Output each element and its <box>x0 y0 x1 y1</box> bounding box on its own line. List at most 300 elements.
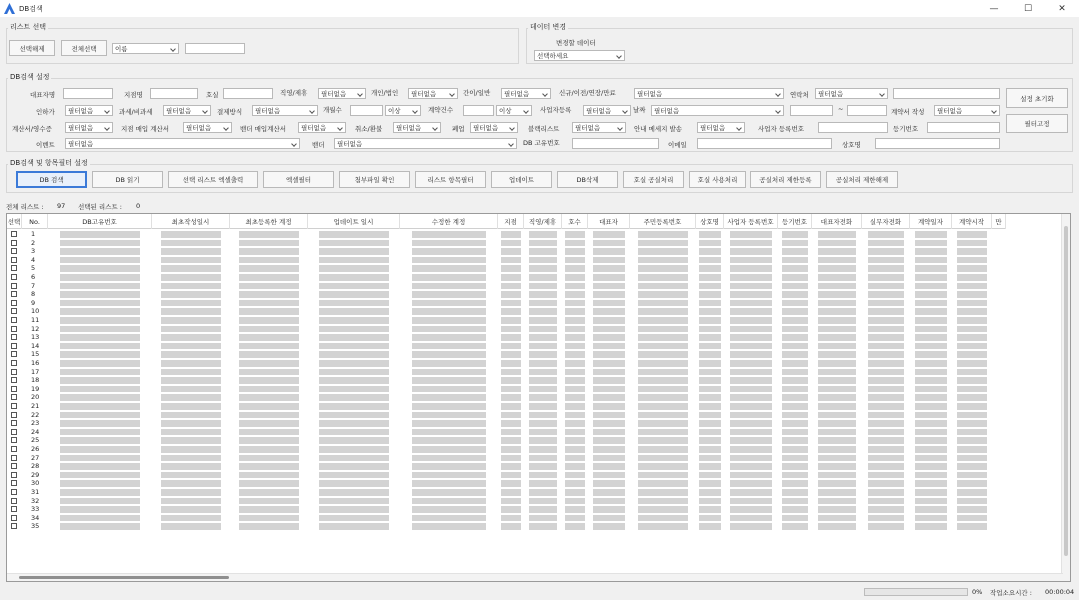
column-header[interactable]: 대표자전화 <box>812 214 862 229</box>
redacted-cell <box>565 265 585 272</box>
table-row[interactable] <box>7 264 1006 273</box>
cancel-combo[interactable]: 필터없음 <box>393 122 441 133</box>
redacted-cell <box>60 326 140 333</box>
table-row[interactable] <box>7 325 1006 334</box>
data-change-title: 데이터 변경 <box>530 23 567 31</box>
redacted-cell <box>818 351 856 358</box>
column-header[interactable]: 만 <box>992 214 1006 229</box>
redacted-cell <box>565 455 585 462</box>
contact-combo[interactable]: 필터없음 <box>815 88 888 99</box>
redacted-cell <box>868 248 904 255</box>
table-row[interactable] <box>7 488 1006 497</box>
row-checkbox[interactable] <box>11 515 17 521</box>
redacted-cell <box>915 377 947 384</box>
redacted-cell <box>501 240 521 247</box>
closed-combo[interactable]: 필터없음 <box>470 122 518 133</box>
redacted-cell <box>565 437 585 444</box>
redacted-cell <box>782 351 808 358</box>
table-row[interactable] <box>7 505 1006 514</box>
total-list-count: 97 <box>57 202 66 210</box>
redacted-cell <box>699 446 721 453</box>
row-checkbox[interactable] <box>11 283 17 289</box>
row-checkbox[interactable] <box>11 360 17 366</box>
redacted-cell <box>239 360 299 367</box>
row-checkbox[interactable] <box>11 472 17 478</box>
column-header[interactable]: 실무자전화 <box>862 214 910 229</box>
redacted-cell <box>638 506 688 513</box>
table-row[interactable] <box>7 522 1006 531</box>
column-header[interactable]: 최초작성일시 <box>152 214 230 229</box>
reset-settings-button[interactable]: 설정 초기화 <box>1006 88 1068 108</box>
redacted-cell <box>239 240 299 247</box>
row-checkbox[interactable] <box>11 317 17 323</box>
vertical-scroll-thumb[interactable] <box>1064 226 1068 556</box>
results-grid[interactable] <box>6 213 1071 582</box>
redacted-cell <box>915 360 947 367</box>
redacted-cell <box>782 489 808 496</box>
table-row[interactable] <box>7 282 1006 291</box>
row-checkbox[interactable] <box>11 308 17 314</box>
row-number: 32 <box>31 496 40 505</box>
row-checkbox[interactable] <box>11 334 17 340</box>
redacted-cell <box>818 472 856 479</box>
row-checkbox[interactable] <box>11 274 17 280</box>
redacted-cell <box>699 351 721 358</box>
row-checkbox[interactable] <box>11 265 17 271</box>
email-input[interactable] <box>697 138 832 149</box>
redacted-cell <box>915 308 947 315</box>
table-row[interactable] <box>7 436 1006 445</box>
redacted-cell <box>638 231 688 238</box>
redacted-cell <box>593 437 625 444</box>
redacted-cell <box>593 472 625 479</box>
redacted-cell <box>699 386 721 393</box>
contract-count-input[interactable] <box>463 105 494 116</box>
redacted-cell <box>638 455 688 462</box>
column-header[interactable]: 주민등록번호 <box>630 214 696 229</box>
redacted-cell <box>915 291 947 298</box>
table-row[interactable] <box>7 393 1006 402</box>
table-row[interactable] <box>7 368 1006 377</box>
table-row[interactable] <box>7 359 1006 368</box>
redacted-cell <box>699 317 721 324</box>
attachment-check-button[interactable]: 첨부파일 확인 <box>339 171 410 188</box>
row-checkbox[interactable] <box>11 420 17 426</box>
excel-filter-button[interactable]: 엑셀필터 <box>263 171 334 188</box>
redacted-cell <box>319 343 389 350</box>
redacted-cell <box>529 369 557 376</box>
column-header[interactable]: 사업자 등록번호 <box>724 214 778 229</box>
redacted-cell <box>699 360 721 367</box>
change-target-combo[interactable]: 선택하세요 <box>534 50 625 61</box>
title-bar <box>0 0 1079 17</box>
redacted-cell <box>565 377 585 384</box>
redacted-cell <box>529 394 557 401</box>
contact-input[interactable] <box>893 88 1000 99</box>
redacted-cell <box>593 489 625 496</box>
row-checkbox[interactable] <box>11 351 17 357</box>
table-row[interactable] <box>7 428 1006 437</box>
app-logo-icon <box>4 3 15 14</box>
row-checkbox[interactable] <box>11 498 17 504</box>
date-from-input[interactable] <box>790 105 833 116</box>
vacant-limit-release-button[interactable]: 공실처리 제한해제 <box>826 171 898 188</box>
row-checkbox[interactable] <box>11 300 17 306</box>
redacted-cell <box>730 472 772 479</box>
table-row[interactable] <box>7 333 1006 342</box>
redacted-cell <box>782 326 808 333</box>
table-row[interactable] <box>7 350 1006 359</box>
redacted-cell <box>319 446 389 453</box>
table-row[interactable] <box>7 342 1006 351</box>
redacted-cell <box>730 343 772 350</box>
redacted-cell <box>501 463 521 470</box>
column-header[interactable]: 호수 <box>562 214 588 229</box>
redacted-cell <box>957 523 987 530</box>
deselect-button[interactable]: 선택해제 <box>9 40 55 56</box>
redacted-cell <box>501 489 521 496</box>
contract-over-combo[interactable]: 이상 <box>496 105 532 116</box>
redacted-cell <box>239 257 299 264</box>
redacted-cell <box>868 317 904 324</box>
redacted-cell <box>818 489 856 496</box>
redacted-cell <box>565 351 585 358</box>
horizontal-scroll-thumb[interactable] <box>19 576 229 579</box>
table-row[interactable] <box>7 402 1006 411</box>
individual-combo[interactable]: 필터없음 <box>408 88 458 99</box>
table-row[interactable] <box>7 316 1006 325</box>
redacted-cell <box>501 377 521 384</box>
room-use-button[interactable]: 호실 사용처리 <box>689 171 746 188</box>
redacted-cell <box>60 265 140 272</box>
redacted-cell <box>161 283 221 290</box>
redacted-cell <box>818 334 856 341</box>
invoice-combo[interactable]: 필터없음 <box>65 122 113 133</box>
months-input[interactable] <box>350 105 383 116</box>
tax-combo[interactable]: 필터없음 <box>163 105 211 116</box>
table-row[interactable] <box>7 239 1006 248</box>
row-checkbox[interactable] <box>11 523 17 529</box>
redacted-cell <box>957 498 987 505</box>
redacted-cell <box>239 291 299 298</box>
row-checkbox[interactable] <box>11 489 17 495</box>
redacted-cell <box>957 360 987 367</box>
minimize-button[interactable]: — <box>989 3 999 14</box>
table-row[interactable] <box>7 376 1006 385</box>
row-checkbox[interactable] <box>11 343 17 349</box>
redacted-cell <box>60 472 140 479</box>
redacted-cell <box>529 472 557 479</box>
redacted-cell <box>319 283 389 290</box>
redacted-cell <box>60 455 140 462</box>
redacted-cell <box>957 394 987 401</box>
redacted-cell <box>915 455 947 462</box>
redacted-cell <box>565 283 585 290</box>
redacted-cell <box>818 300 856 307</box>
redacted-cell <box>782 377 808 384</box>
redacted-cell <box>957 317 987 324</box>
table-row[interactable] <box>7 454 1006 463</box>
fix-filter-button[interactable]: 필터고정 <box>1006 114 1068 133</box>
redacted-cell <box>699 420 721 427</box>
row-checkbox[interactable] <box>11 369 17 375</box>
redacted-cell <box>593 300 625 307</box>
redacted-cell <box>915 248 947 255</box>
redacted-cell <box>161 369 221 376</box>
event-combo[interactable]: 필터없음 <box>65 138 300 149</box>
rep-name-input[interactable] <box>63 88 113 99</box>
table-row[interactable] <box>7 497 1006 506</box>
redacted-cell <box>501 283 521 290</box>
redacted-cell <box>319 317 389 324</box>
redacted-cell <box>915 351 947 358</box>
redacted-cell <box>501 334 521 341</box>
redacted-cell <box>60 343 140 350</box>
redacted-cell <box>161 265 221 272</box>
row-checkbox[interactable] <box>11 377 17 383</box>
guide-send-combo[interactable]: 필터없음 <box>697 122 745 133</box>
date-to-input[interactable] <box>847 105 887 116</box>
row-checkbox[interactable] <box>11 291 17 297</box>
payment-combo[interactable]: 필터없음 <box>252 105 318 116</box>
table-row[interactable] <box>7 514 1006 523</box>
db-uid-input[interactable] <box>572 138 659 149</box>
biz-reg-combo[interactable]: 필터없음 <box>583 105 631 116</box>
redacted-cell <box>239 326 299 333</box>
horizontal-scrollbar[interactable] <box>7 573 1063 581</box>
column-header[interactable]: 대표자 <box>588 214 630 229</box>
redacted-cell <box>868 308 904 315</box>
column-header[interactable]: 계약일자 <box>910 214 952 229</box>
redacted-cell <box>868 240 904 247</box>
redacted-cell <box>60 420 140 427</box>
row-checkbox[interactable] <box>11 231 17 237</box>
export-excel-button[interactable]: 선택 리스트 엑셀출력 <box>168 171 258 188</box>
individual-label: 개인/법인 <box>371 89 399 97</box>
redacted-cell <box>699 369 721 376</box>
column-header[interactable]: DB고유번호 <box>48 214 152 229</box>
table-row[interactable] <box>7 290 1006 299</box>
table-row[interactable] <box>7 385 1006 394</box>
row-checkbox[interactable] <box>11 463 17 469</box>
redacted-cell <box>868 386 904 393</box>
redacted-cell <box>60 480 140 487</box>
branch-input[interactable] <box>150 88 198 99</box>
redacted-cell <box>501 317 521 324</box>
redacted-cell <box>730 274 772 281</box>
room-vacant-button[interactable]: 호실 공실처리 <box>623 171 684 188</box>
redacted-cell <box>412 308 486 315</box>
redacted-cell <box>239 317 299 324</box>
redacted-cell <box>319 300 389 307</box>
row-checkbox[interactable] <box>11 248 17 254</box>
redacted-cell <box>593 360 625 367</box>
select-all-button[interactable]: 전체선택 <box>61 40 107 56</box>
redacted-cell <box>593 308 625 315</box>
contract-writer-combo[interactable]: 필터없음 <box>934 105 1000 116</box>
column-header[interactable]: 계약시작 <box>952 214 992 229</box>
redacted-cell <box>782 334 808 341</box>
simple-combo[interactable]: 필터없음 <box>501 88 551 99</box>
redacted-cell <box>161 343 221 350</box>
redacted-cell <box>730 369 772 376</box>
redacted-cell <box>319 257 389 264</box>
date-combo[interactable]: 필터없음 <box>651 105 784 116</box>
selected-list-count: 0 <box>136 202 141 210</box>
row-checkbox[interactable] <box>11 257 17 263</box>
row-checkbox[interactable] <box>11 326 17 332</box>
column-header[interactable]: 지점 <box>498 214 524 229</box>
redacted-cell <box>730 291 772 298</box>
redacted-cell <box>957 455 987 462</box>
blacklist-combo[interactable]: 필터없음 <box>572 122 626 133</box>
update-button[interactable]: 업데이트 <box>491 171 552 188</box>
company-input[interactable] <box>875 138 1000 149</box>
vendor-invoice-combo[interactable]: 필터없음 <box>298 122 346 133</box>
row-number: 19 <box>31 384 40 393</box>
redacted-cell <box>319 403 389 410</box>
redacted-cell <box>239 248 299 255</box>
column-header[interactable]: 선택 <box>7 214 22 229</box>
table-row[interactable] <box>7 471 1006 480</box>
redacted-cell <box>868 377 904 384</box>
redacted-cell <box>730 308 772 315</box>
redacted-cell <box>818 498 856 505</box>
table-row[interactable] <box>7 307 1006 316</box>
redacted-cell <box>638 480 688 487</box>
redacted-cell <box>730 403 772 410</box>
redacted-cell <box>638 472 688 479</box>
row-checkbox[interactable] <box>11 240 17 246</box>
redacted-cell <box>818 369 856 376</box>
redacted-cell <box>868 403 904 410</box>
branch-invoice-label: 지점 매입 계산서 <box>121 125 170 133</box>
name-search-input[interactable] <box>185 43 245 54</box>
redacted-cell <box>593 351 625 358</box>
column-header[interactable]: No. <box>22 214 48 229</box>
redacted-cell <box>161 274 221 281</box>
table-row[interactable] <box>7 411 1006 420</box>
column-header[interactable]: 수정한 계정 <box>400 214 498 229</box>
row-number: 5 <box>31 264 36 273</box>
row-checkbox[interactable] <box>11 455 17 461</box>
row-checkbox[interactable] <box>11 506 17 512</box>
inflow-combo[interactable]: 필터없음 <box>65 105 113 116</box>
redacted-cell <box>501 394 521 401</box>
redacted-cell <box>319 498 389 505</box>
row-number: 15 <box>31 350 40 359</box>
reg-no-input[interactable] <box>927 122 1000 133</box>
column-header[interactable]: 등기번호 <box>778 214 812 229</box>
redacted-cell <box>957 377 987 384</box>
vacant-limit-register-button[interactable]: 공실처리 제한등록 <box>750 171 821 188</box>
room-input[interactable] <box>223 88 273 99</box>
actions-title: DB검색 및 항목필터 설정 <box>10 159 88 167</box>
redacted-cell <box>818 231 856 238</box>
redacted-cell <box>529 489 557 496</box>
table-row[interactable] <box>7 479 1006 488</box>
redacted-cell <box>565 334 585 341</box>
table-row[interactable] <box>7 230 1006 239</box>
vendor-combo[interactable]: 필터없음 <box>334 138 517 149</box>
biz-reg-no-input[interactable] <box>818 122 888 133</box>
redacted-cell <box>730 240 772 247</box>
redacted-cell <box>957 334 987 341</box>
table-row[interactable] <box>7 445 1006 454</box>
table-row[interactable] <box>7 462 1006 471</box>
row-checkbox[interactable] <box>11 437 17 443</box>
redacted-cell <box>868 506 904 513</box>
redacted-cell <box>565 343 585 350</box>
db-read-button[interactable]: DB 읽기 <box>92 171 163 188</box>
redacted-cell <box>868 326 904 333</box>
row-checkbox[interactable] <box>11 386 17 392</box>
redacted-cell <box>957 412 987 419</box>
redacted-cell <box>319 394 389 401</box>
redacted-cell <box>699 394 721 401</box>
redacted-cell <box>412 257 486 264</box>
redacted-cell <box>565 472 585 479</box>
redacted-cell <box>782 523 808 530</box>
db-delete-button[interactable]: DB삭제 <box>557 171 618 188</box>
db-search-button[interactable]: DB 검색 <box>16 171 87 188</box>
maximize-button[interactable]: ☐ <box>1023 3 1033 14</box>
table-row[interactable] <box>7 256 1006 265</box>
column-header[interactable]: 업데이트 일시 <box>308 214 400 229</box>
row-number: 28 <box>31 462 40 471</box>
redacted-cell <box>529 420 557 427</box>
db-settings-title: DB검색 설정 <box>10 73 50 81</box>
branch-invoice-combo[interactable]: 필터없음 <box>183 122 232 133</box>
vertical-scrollbar[interactable] <box>1061 214 1070 582</box>
table-row[interactable] <box>7 299 1006 308</box>
redacted-cell <box>699 308 721 315</box>
row-checkbox[interactable] <box>11 480 17 486</box>
row-checkbox[interactable] <box>11 403 17 409</box>
close-button[interactable]: ✕ <box>1058 3 1066 14</box>
column-header[interactable]: 상호명 <box>696 214 724 229</box>
row-checkbox[interactable] <box>11 412 17 418</box>
months-over-combo[interactable]: 이상 <box>385 105 421 116</box>
column-header[interactable]: 직영/제휴 <box>524 214 562 229</box>
new-renew-combo[interactable]: 필터없음 <box>634 88 784 99</box>
row-checkbox[interactable] <box>11 429 17 435</box>
position-combo[interactable]: 필터없음 <box>318 88 366 99</box>
row-checkbox[interactable] <box>11 446 17 452</box>
redacted-cell <box>638 463 688 470</box>
table-row[interactable] <box>7 273 1006 282</box>
row-checkbox[interactable] <box>11 394 17 400</box>
rep-name-label: 대표자명 <box>30 91 56 99</box>
redacted-cell <box>782 386 808 393</box>
redacted-cell <box>161 498 221 505</box>
row-number: 25 <box>31 436 40 445</box>
table-row[interactable] <box>7 247 1006 256</box>
redacted-cell <box>529 334 557 341</box>
redacted-cell <box>730 412 772 419</box>
redacted-cell <box>565 515 585 522</box>
redacted-cell <box>957 489 987 496</box>
name-combo[interactable]: 이름 <box>112 43 179 54</box>
table-row[interactable] <box>7 419 1006 428</box>
list-filter-button[interactable]: 리스트 항목필터 <box>415 171 486 188</box>
redacted-cell <box>239 274 299 281</box>
redacted-cell <box>501 274 521 281</box>
column-header[interactable]: 최초등록한 계정 <box>230 214 308 229</box>
redacted-cell <box>730 300 772 307</box>
redacted-cell <box>529 437 557 444</box>
redacted-cell <box>565 386 585 393</box>
